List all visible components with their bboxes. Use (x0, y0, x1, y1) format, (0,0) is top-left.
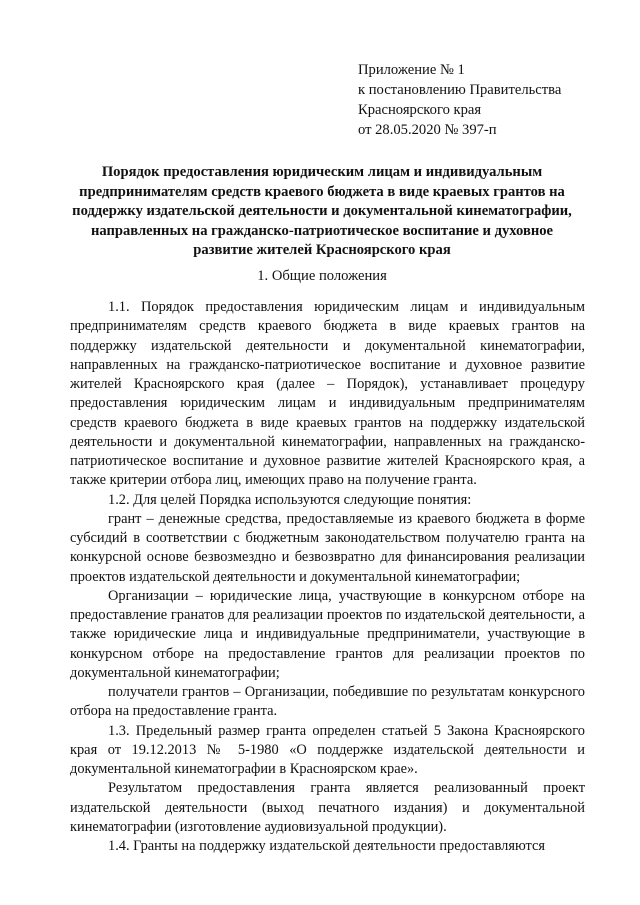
paragraph-result: Результатом предоставления гранта является реализованный проект издательской деятельности (выход печатного издания) и документальной кинематографии (изготовление аудиовизуальной продукции). (70, 780, 585, 835)
paragraph-1-3: 1.3. Предельный размер гранта определен статьей 5 Закона Красноярского края от 19.12.2013 № 5-1980 «О поддержке издательской деятельности и документальной кинематографии в Красноярском крае». (70, 722, 585, 777)
appendix-resolution-ref: к постановлению Правительства (358, 82, 562, 98)
definition-organizations: Организации – юридические лица, участвующие в конкурсном отборе на предоставление гранатов для реализации проектов по издательской деятельности, а также юридические лица и индивидуальные предприниматели, участвующие в конкурсном отборе на предоставление грантов для реализации проектов по документальной кинематографии; (70, 587, 585, 681)
definition-recipients: получатели грантов – Организации, победившие по результатам конкурсного отбора на предоставление гранта. (70, 684, 585, 720)
section-heading: 1. Общие положения (257, 268, 387, 284)
appendix-header (358, 60, 561, 140)
appendix-number: Приложение № 1 (358, 62, 465, 78)
appendix-region: Красноярского края (358, 102, 482, 118)
paragraph-1-1: 1.1. Порядок предоставления юридическим лицам и индивидуальным предпринимателям средств краевого бюджета в виде краевых грантов на поддержку издательской деятельности и документальной кинематографии, направленных на гражданско-патриотическое воспитание и духовное развитие жителей Красноярского края (далее – Порядок), устанавливает процедуру предоставления юридическим лицам и индивидуальным предпринимателям средств краевого бюджета в виде краевых грантов на поддержку издательской деятельности и документальной кинематографии, направленных на гражданско-патриотическое воспитание и духовное развитие жителей Красноярского края, а также критерии отбора лиц, имеющих право на получение гранта. (70, 299, 585, 489)
document-body (70, 298, 585, 856)
definition-grant: грант – денежные средства, предоставляемые из краевого бюджета в форме субсидий в соответствии с бюджетным законодательством получателю гранта на конкурсной основе безвозмездно и безвозвратно для финансирования реализации проектов издательской деятельности и документальной кинематографии; (70, 510, 585, 585)
paragraph-1-2: 1.2. Для целей Порядка используются следующие понятия: (108, 491, 472, 508)
document-title: Порядок предоставления юридическим лицам и индивидуальным предпринимателям средств краевого бюджета в виде краевых грантов на поддержку издательской деятельности и документальной кинематографии, направленных на гражданско-патриотическое воспитание и духовное развитие жителей Красноярского края (72, 164, 572, 259)
appendix-date-number: от 28.05.2020 № 397-п (358, 122, 497, 138)
paragraph-1-4: 1.4. Гранты на поддержку издательской деятельности предоставляются (108, 838, 546, 854)
